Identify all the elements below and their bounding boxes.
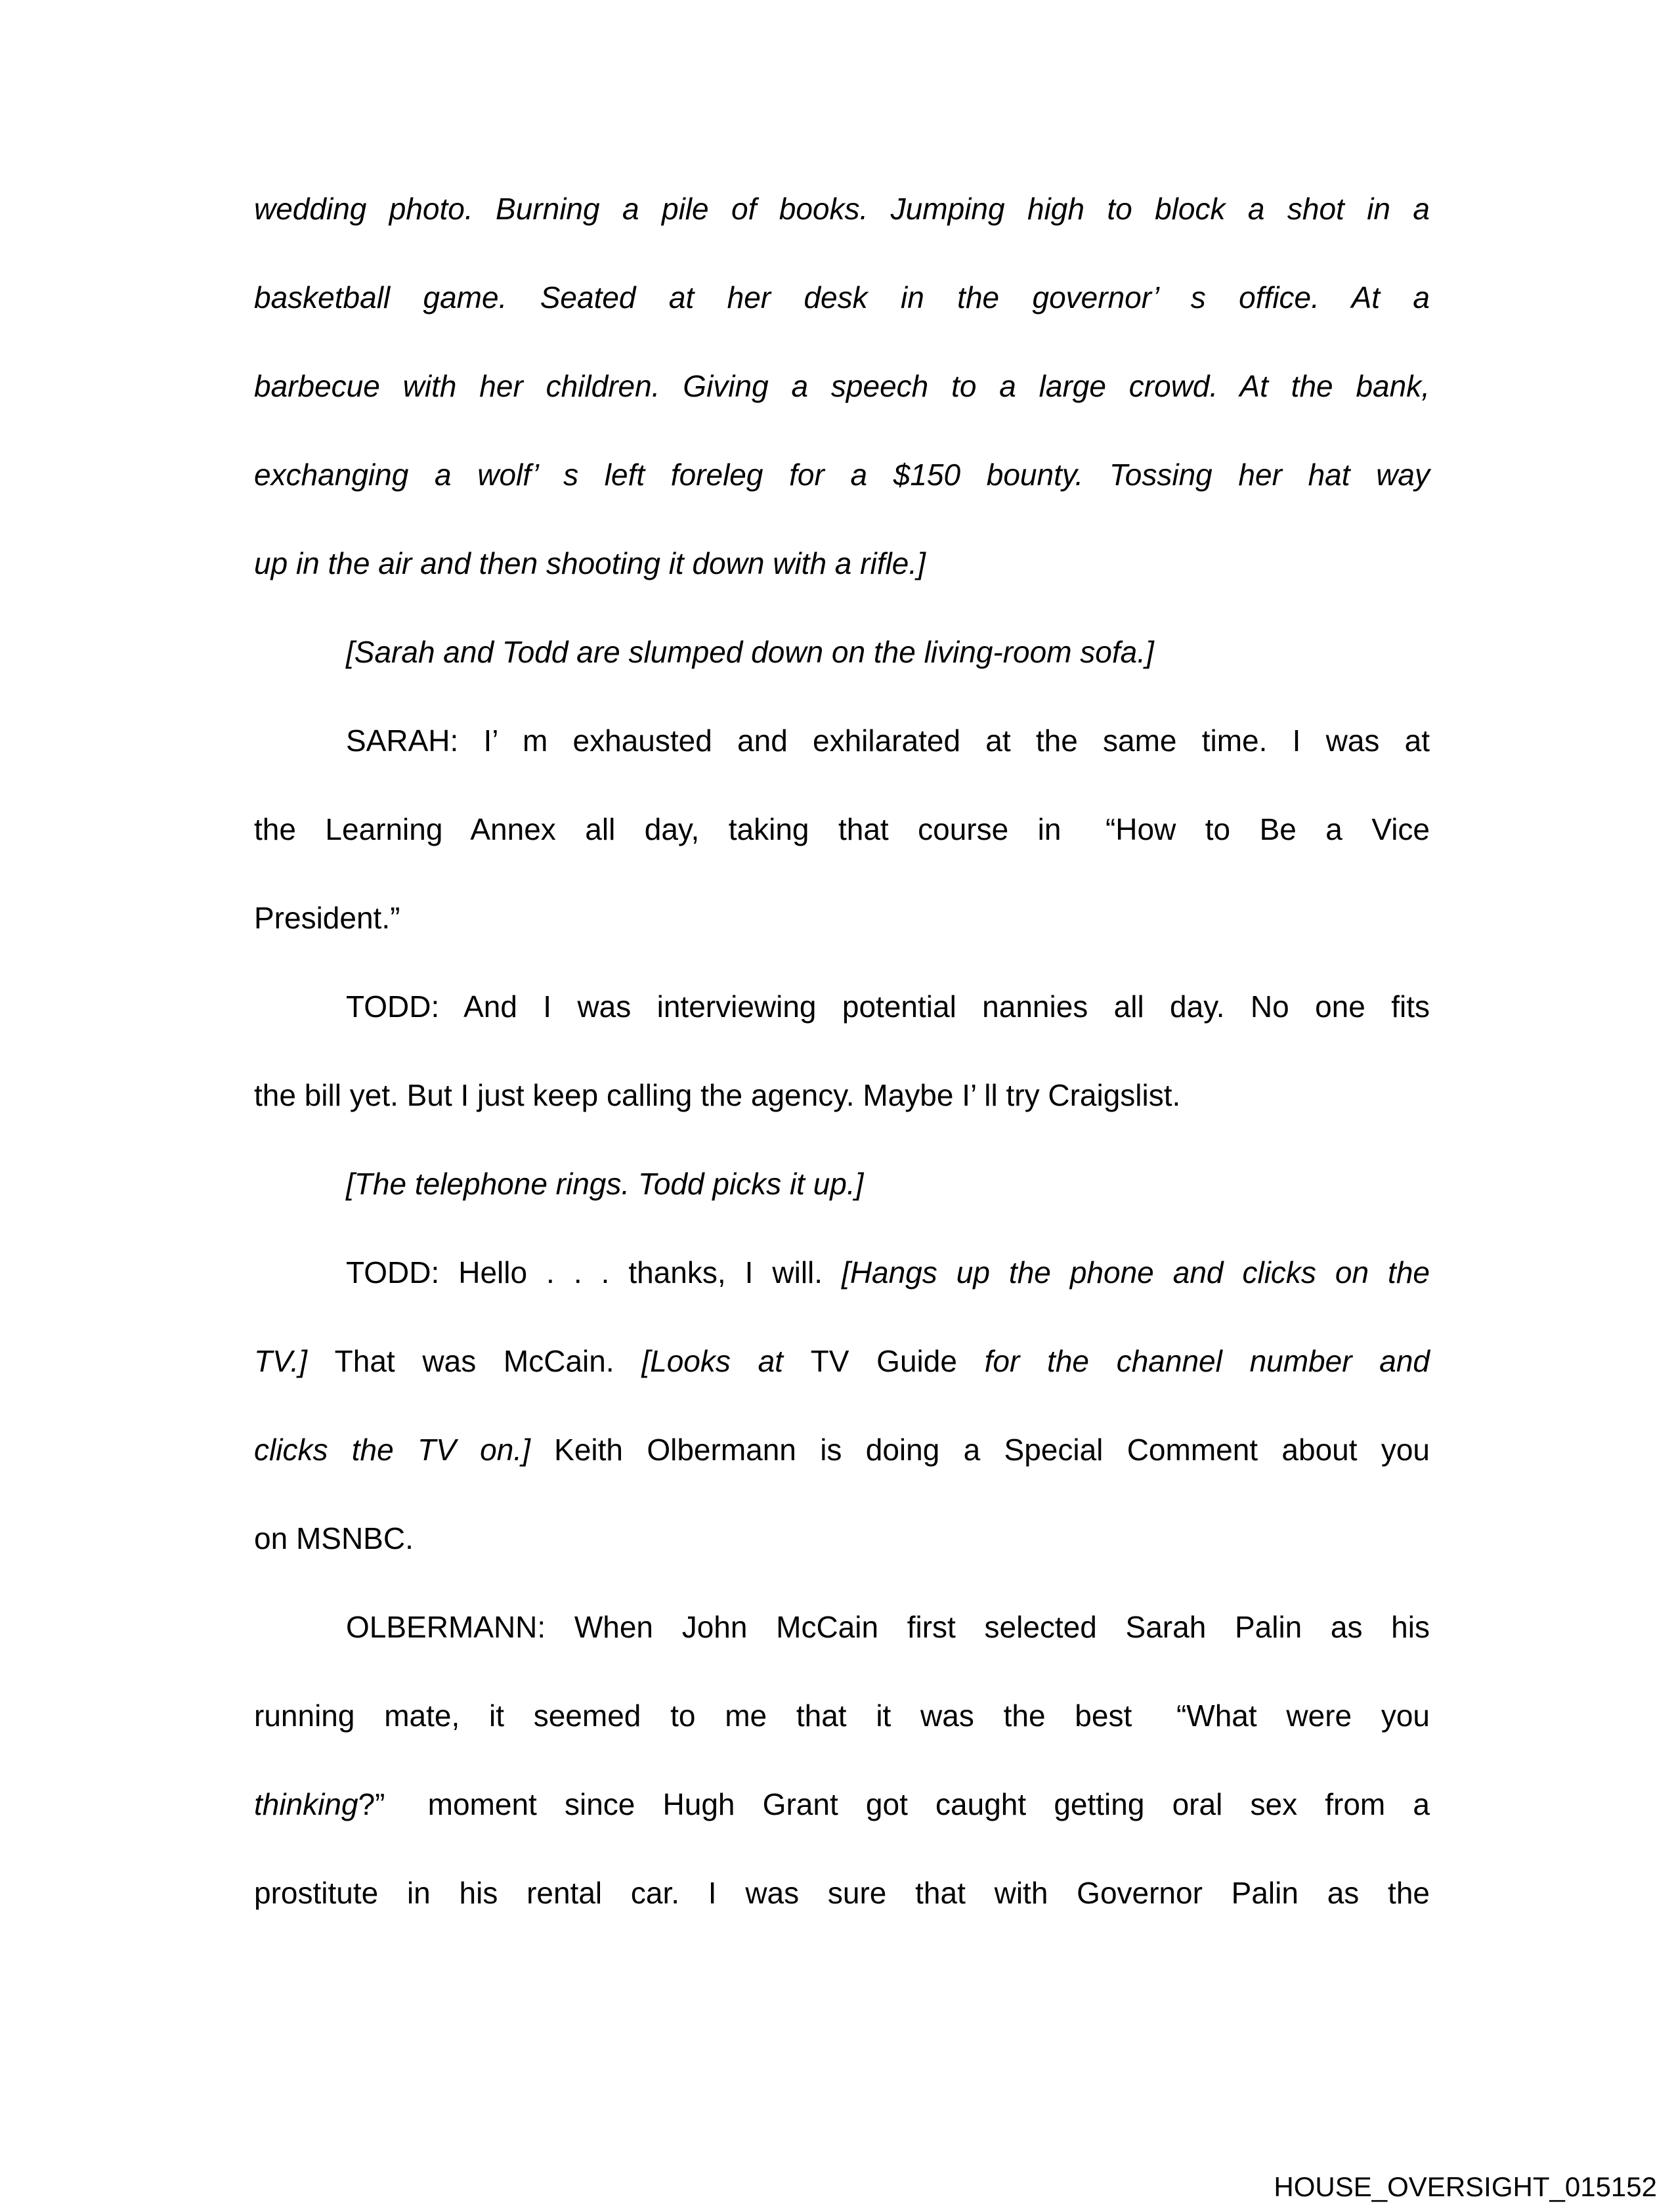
text-block bbox=[254, 165, 1430, 1938]
stage-direction-run: wedding photo. Burning a pile of books. Jumping high to block a shot in a bbox=[254, 192, 1430, 226]
text-line bbox=[254, 697, 1430, 785]
dialogue-run: SARAH: I’ m exhausted and exhilarated at the same time. I was at bbox=[346, 724, 1430, 758]
dialogue-run: the bill yet. But I just keep calling the agency. Maybe I’ ll try Craigslist. bbox=[254, 1078, 1181, 1112]
text-line bbox=[254, 1228, 1430, 1317]
text-line bbox=[254, 608, 1430, 697]
stage-direction-run: clicks the TV on.] bbox=[254, 1433, 555, 1467]
stage-direction-run: [Hangs up the phone and clicks on the bbox=[842, 1255, 1430, 1290]
text-line bbox=[254, 1583, 1430, 1672]
bates-number-footer: HOUSE_OVERSIGHT_015152 bbox=[1274, 2171, 1657, 2202]
dialogue-run: TODD: And I was interviewing potential nannies all day. No one fits bbox=[346, 989, 1430, 1024]
text-line bbox=[254, 1760, 1430, 1849]
stage-direction-run: [The telephone rings. Todd picks it up.] bbox=[346, 1167, 864, 1201]
text-line bbox=[254, 1140, 1430, 1228]
stage-direction-run: [Looks at bbox=[641, 1344, 811, 1378]
dialogue-run: prostitute in his rental car. I was sure that with Governor Palin as the bbox=[254, 1876, 1430, 1910]
dialogue-run: the Learning Annex all day, taking that course in “How to Be a Vice bbox=[254, 812, 1430, 846]
text-line bbox=[254, 1317, 1430, 1406]
dialogue-run: OLBERMANN: When John McCain first selected Sarah Palin as his bbox=[346, 1610, 1430, 1644]
text-line bbox=[254, 785, 1430, 874]
stage-direction-run: for the channel number and bbox=[984, 1344, 1430, 1378]
dialogue-run: President.” bbox=[254, 901, 400, 935]
text-line bbox=[254, 253, 1430, 342]
dialogue-run: That was McCain. bbox=[334, 1344, 642, 1378]
text-line bbox=[254, 963, 1430, 1051]
stage-direction-run: exchanging a wolf’ s left foreleg for a $150 bounty. Tossing her hat way bbox=[254, 458, 1430, 492]
text-line bbox=[254, 342, 1430, 431]
stage-direction-run: [Sarah and Todd are slumped down on the living-room sofa.] bbox=[346, 635, 1154, 669]
text-line bbox=[254, 1672, 1430, 1760]
text-line bbox=[254, 431, 1430, 519]
dialogue-run: Keith Olbermann is doing a Special Comment about you bbox=[554, 1433, 1430, 1467]
stage-direction-run: thinking bbox=[254, 1787, 358, 1821]
dialogue-run: ?” moment since Hugh Grant got caught getting oral sex from a bbox=[358, 1787, 1430, 1821]
dialogue-run: running mate, it seemed to me that it was the best “What were you bbox=[254, 1699, 1430, 1733]
stage-direction-run: barbecue with her children. Giving a speech to a large crowd. At the bank, bbox=[254, 369, 1430, 403]
stage-direction-run: up in the air and then shooting it down with a rifle.] bbox=[254, 546, 926, 580]
dialogue-run: on MSNBC. bbox=[254, 1521, 414, 1555]
dialogue-run: TV Guide bbox=[810, 1344, 985, 1378]
stage-direction-run: TV.] bbox=[254, 1344, 335, 1378]
stage-direction-run: basketball game. Seated at her desk in the governor’ s office. At a bbox=[254, 280, 1430, 314]
text-line bbox=[254, 1849, 1430, 1938]
text-line bbox=[254, 1051, 1430, 1140]
text-line bbox=[254, 1406, 1430, 1494]
text-line bbox=[254, 874, 1430, 963]
text-line bbox=[254, 519, 1430, 608]
dialogue-run: TODD: Hello . . . thanks, I will. bbox=[346, 1255, 842, 1290]
text-line bbox=[254, 165, 1430, 253]
text-line bbox=[254, 1494, 1430, 1583]
